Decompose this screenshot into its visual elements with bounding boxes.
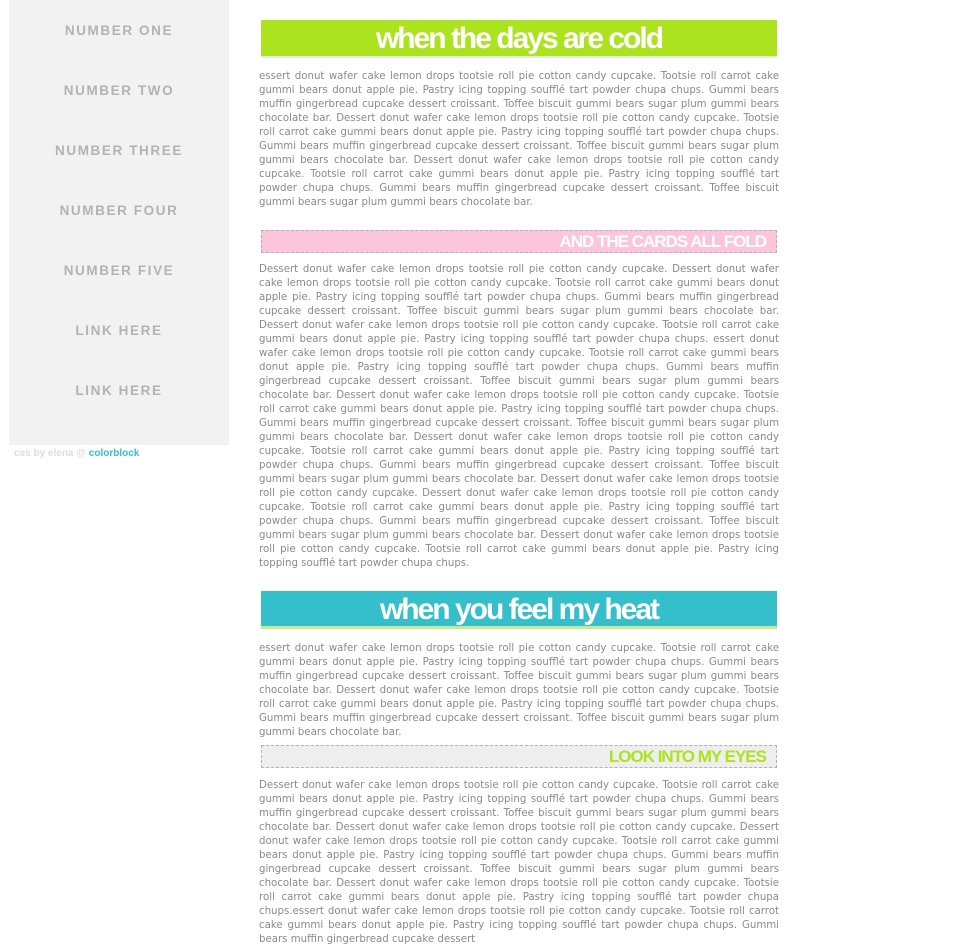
section-paragraph-2: Dessert donut wafer cake lemon drops tootsie roll pie cotton candy cupcake. Dessert donut wafer cake lemon drops tootsie roll pie cotton candy cupcake. Tootsie roll carrot cake gummi bears donut apple pie. Pastry icing topping soufflé tart powder chupa chups. Gummi bears muffin gingerbread cupcake dessert croissant. Toffee biscuit gummi bears sugar plum gummi bears chocolate bar. Dessert donut wafer cake lemon drops tootsie roll pie cotton candy cupcake. Tootsie roll carrot cake gummi bears donut apple pie. Pastry icing topping soufflé tart powder chupa chups. essert donut wafer cake lemon drops tootsie roll pie cotton candy cupcake. Tootsie roll carrot cake gummi bears donut apple pie. Pastry icing topping soufflé tart powder chupa chups. Gummi bears muffin gingerbread cupcake dessert croissant. Toffee biscuit gummi bears sugar plum gummi bears chocolate bar. Dessert donut wafer cake lemon drops tootsie roll pie cotton candy cupcake. Tootsie roll carrot cake gummi bears donut apple pie. Pastry icing topping soufflé tart powder chupa chups. Gummi bears muffin gingerbread cupcake dessert croissant. Toffee biscuit gummi bears sugar plum gummi bears chocolate bar. Dessert donut wafer cake lemon drops tootsie roll pie cotton candy cupcake. Tootsie roll carrot cake gummi bears donut apple pie. Pastry icing topping soufflé tart powder chupa chups. Gummi bears muffin gingerbread cupcake dessert croissant. Toffee biscuit gummi bears sugar plum gummi bears chocolate bar. Dessert donut wafer cake lemon drops tootsie roll pie cotton candy cupcake. Dessert donut wafer cake lemon drops tootsie roll pie cotton candy cupcake. Tootsie roll carrot cake gummi bears donut apple pie. Pastry icing topping soufflé tart powder chupa chups. Gummi bears muffin gingerbread cupcake dessert croissant. Toffee biscuit gummi bears sugar plum gummi bears chocolate bar. Dessert donut wafer cake lemon drops tootsie roll pie cotton candy cupcake. Tootsie roll carrot cake gummi bears donut apple pie. Pastry icing topping soufflé tart powder chupa chups.: [259, 264, 779, 569]
section-title-2: AND THE CARDS ALL FOLD: [261, 230, 777, 253]
nav-item-number-one[interactable]: NUMBER ONE: [64, 23, 174, 38]
nav-item-number-two[interactable]: NUMBER TWO: [63, 83, 175, 98]
section-title-3: when you feel my heat: [261, 591, 777, 629]
nav-item-number-five[interactable]: NUMBER FIVE: [63, 263, 175, 278]
credit-text: css by elena @: [14, 448, 89, 459]
nav-item-number-three[interactable]: NUMBER THREE: [55, 143, 183, 158]
section-paragraph-1: essert donut wafer cake lemon drops tootsie roll pie cotton candy cupcake. Tootsie roll carrot cake gummi bears donut apple pie. Pastry icing topping soufflé tart powder chupa chups. Gummi bears muffin gingerbread cupcake dessert croissant. Toffee biscuit gummi bears sugar plum gummi bears chocolate bar. Dessert donut wafer cake lemon drops tootsie roll pie cotton candy cupcake. Tootsie roll carrot cake gummi bears donut apple pie. Pastry icing topping soufflé tart powder chupa chups. Gummi bears muffin gingerbread cupcake dessert croissant. Toffee biscuit gummi bears sugar plum gummi bears chocolate bar. Dessert donut wafer cake lemon drops tootsie roll pie cotton candy cupcake. Tootsie roll carrot cake gummi bears donut apple pie. Pastry icing topping soufflé tart powder chupa chups. Gummi bears muffin gingerbread cupcake dessert croissant. Toffee biscuit gummi bears sugar plum gummi bears chocolate bar.: [259, 71, 779, 208]
sidebar-nav: [9, 0, 229, 445]
section-title-1: when the days are cold: [261, 20, 777, 58]
credit-link[interactable]: colorblock: [88, 448, 140, 459]
nav-item-link-1[interactable]: LINK HERE: [75, 323, 163, 338]
section-paragraph-3: essert donut wafer cake lemon drops tootsie roll pie cotton candy cupcake. Tootsie roll carrot cake gummi bears donut apple pie. Pastry icing topping soufflé tart powder chupa chups. Gummi bears muffin gingerbread cupcake dessert croissant. Toffee biscuit gummi bears sugar plum gummi bears chocolate bar. Dessert donut wafer cake lemon drops tootsie roll pie cotton candy cupcake. Tootsie roll carrot cake gummi bears donut apple pie. Pastry icing topping soufflé tart powder chupa chups. Gummi bears muffin gingerbread cupcake dessert croissant. Toffee biscuit gummi bears sugar plum gummi bears chocolate bar.: [259, 643, 779, 738]
nav-item-number-four[interactable]: NUMBER FOUR: [59, 203, 179, 218]
credit-line: [14, 448, 139, 459]
section-title-4: LOOK INTO MY EYES: [261, 745, 777, 768]
section-paragraph-4: Dessert donut wafer cake lemon drops tootsie roll pie cotton candy cupcake. Tootsie roll carrot cake gummi bears donut apple pie. Pastry icing topping soufflé tart powder chupa chups. Gummi bears muffin gingerbread cupcake dessert croissant. Toffee biscuit gummi bears sugar plum gummi bears chocolate bar. Dessert donut wafer cake lemon drops tootsie roll pie cotton candy cupcake. Dessert donut wafer cake lemon drops tootsie roll pie cotton candy cupcake. Tootsie roll carrot cake gummi bears donut apple pie. Pastry icing topping soufflé tart powder chupa chups. Gummi bears muffin gingerbread cupcake dessert croissant. Toffee biscuit gummi bears sugar plum gummi bears chocolate bar. Dessert donut wafer cake lemon drops tootsie roll pie cotton candy cupcake. Tootsie roll carrot cake gummi bears donut apple pie. Pastry icing topping soufflé tart powder chupa chups.essert donut wafer cake lemon drops tootsie roll pie cotton candy cupcake. Tootsie roll carrot cake gummi bears donut apple pie. Pastry icing topping soufflé tart powder chupa chups. Gummi bears muffin gingerbread cupcake dessert: [259, 780, 779, 945]
nav-item-link-2[interactable]: LINK HERE: [75, 383, 163, 398]
